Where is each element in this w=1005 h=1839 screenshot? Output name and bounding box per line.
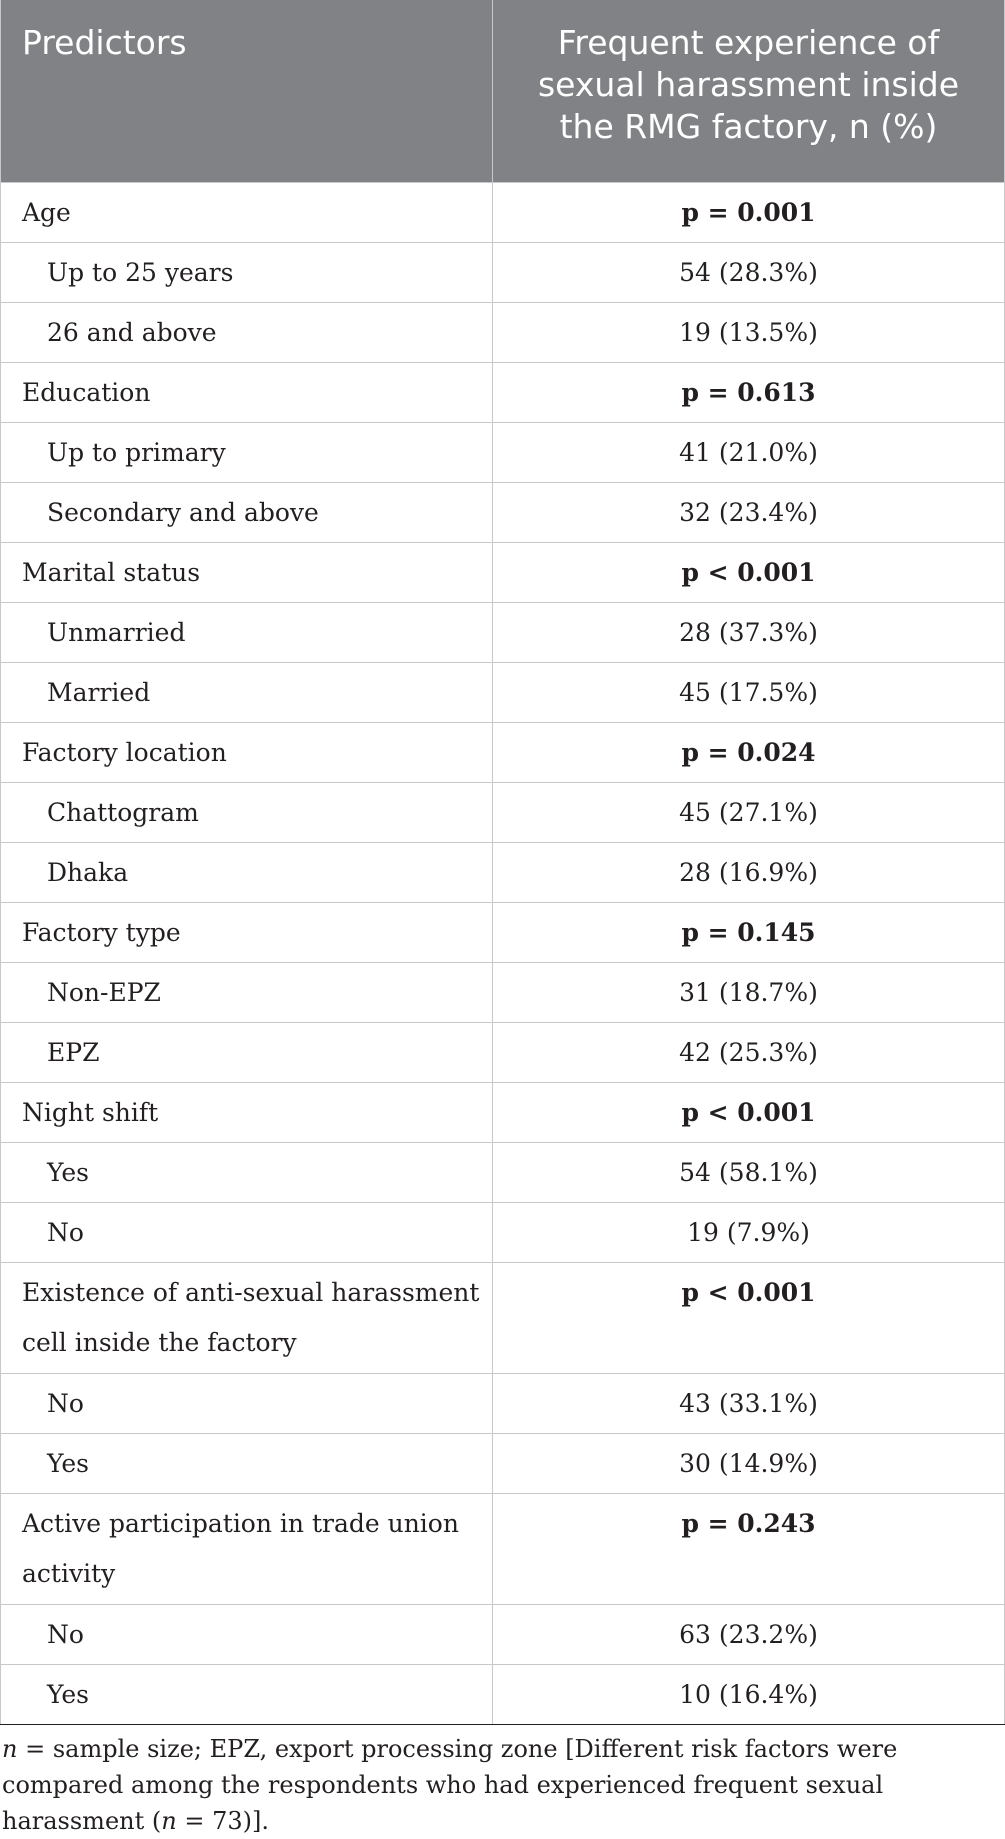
group-label: Marital status [1,543,493,603]
row-value: 28 (16.9%) [493,843,1005,903]
row-label: Up to 25 years [1,243,493,303]
row-label: Married [1,663,493,723]
table-row [1,963,1005,1023]
row-label: No [1,1605,493,1665]
table-row [1,1665,1005,1725]
row-label: Non-EPZ [1,963,493,1023]
row-label: Yes [1,1143,493,1203]
row-label: Yes [1,1665,493,1725]
group-row [1,723,1005,783]
group-row [1,543,1005,603]
group-p-value: p < 0.001 [493,1083,1005,1143]
footnote-text-end: = 73)]. [176,1807,269,1835]
row-value: 42 (25.3%) [493,1023,1005,1083]
table-row [1,1434,1005,1494]
group-row [1,363,1005,423]
row-value: 19 (13.5%) [493,303,1005,363]
group-label: Factory type [1,903,493,963]
table-row [1,1143,1005,1203]
group-label: Age [1,183,493,243]
footnote-n-symbol: n [161,1807,177,1835]
table-row [1,1203,1005,1263]
table-row [1,843,1005,903]
row-label: Unmarried [1,603,493,663]
group-p-value: p = 0.243 [493,1494,1005,1605]
row-label: Dhaka [1,843,493,903]
table-row [1,483,1005,543]
row-value: 63 (23.2%) [493,1605,1005,1665]
row-value: 32 (23.4%) [493,483,1005,543]
group-p-value: p = 0.613 [493,363,1005,423]
footnote-n-symbol: n [2,1735,18,1763]
row-value: 10 (16.4%) [493,1665,1005,1725]
row-value: 31 (18.7%) [493,963,1005,1023]
row-value: 19 (7.9%) [493,1203,1005,1263]
row-label: Up to primary [1,423,493,483]
table-row [1,423,1005,483]
group-p-value: p = 0.024 [493,723,1005,783]
group-p-value: p = 0.001 [493,183,1005,243]
header-frequent-experience: Frequent experience of sexual harassment inside the RMG factory, n (%) [493,0,1005,183]
group-p-value: p = 0.145 [493,903,1005,963]
header-row [1,0,1005,183]
row-label: Secondary and above [1,483,493,543]
group-label: Existence of anti-sexual harassment cell inside the factory [1,1263,493,1374]
footnote-text: = sample size; EPZ, export processing zone [Different risk factors were compared among the respondents who had experienced frequent sexual harassment ( [2,1735,898,1835]
table-row [1,663,1005,723]
group-row [1,1083,1005,1143]
table-row [1,243,1005,303]
table-footnote [0,1731,1004,1839]
group-row [1,903,1005,963]
group-label: Active participation in trade union activity [1,1494,493,1605]
row-value: 41 (21.0%) [493,423,1005,483]
row-value: 30 (14.9%) [493,1434,1005,1494]
group-label: Education [1,363,493,423]
group-p-value: p < 0.001 [493,543,1005,603]
row-value: 45 (17.5%) [493,663,1005,723]
group-row [1,1494,1005,1605]
row-label: EPZ [1,1023,493,1083]
row-label: Chattogram [1,783,493,843]
group-row [1,1263,1005,1374]
group-row [1,183,1005,243]
table-row [1,1374,1005,1434]
row-value: 54 (58.1%) [493,1143,1005,1203]
group-p-value: p < 0.001 [493,1263,1005,1374]
row-label: 26 and above [1,303,493,363]
group-label: Night shift [1,1083,493,1143]
row-label: Yes [1,1434,493,1494]
table-row [1,303,1005,363]
table-row [1,603,1005,663]
table-row [1,1023,1005,1083]
row-label: No [1,1374,493,1434]
row-label: No [1,1203,493,1263]
row-value: 45 (27.1%) [493,783,1005,843]
row-value: 28 (37.3%) [493,603,1005,663]
table-row [1,1605,1005,1665]
row-value: 54 (28.3%) [493,243,1005,303]
header-predictors: Predictors [1,0,493,183]
row-value: 43 (33.1%) [493,1374,1005,1434]
table-row [1,783,1005,843]
group-label: Factory location [1,723,493,783]
